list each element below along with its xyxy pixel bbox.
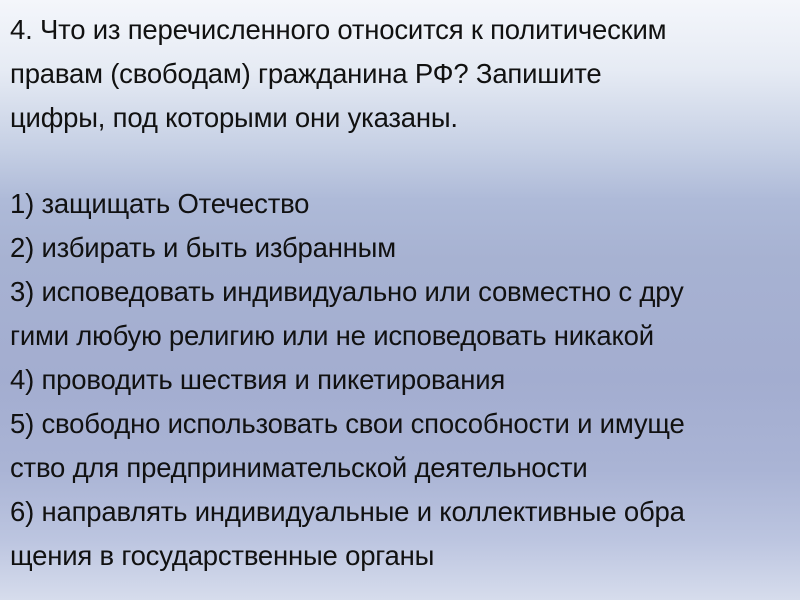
question-spacer: [10, 140, 790, 182]
answer-option-5: 5) свободно использовать свои способности и имуще ство для предпринимательской деятельности: [10, 408, 685, 483]
answer-option-1: 1) защищать Отечество: [10, 188, 310, 219]
question-text: 4. Что из перечисленного относится к политическим правам (свободам) гражданина РФ? Запишите цифры, под которыми они указаны.: [10, 14, 667, 133]
answer-option-6: 6) направлять индивидуальные и коллективные обра щения в государственные органы: [10, 496, 685, 571]
answer-option-3: 3) исповедовать индивидуально или совместно с дру гими любую религию или не исповедовать никакой: [10, 276, 684, 351]
answer-option-2: 2) избирать и быть избранным: [10, 232, 396, 263]
answer-option-4: 4) проводить шествия и пикетирования: [10, 364, 506, 395]
